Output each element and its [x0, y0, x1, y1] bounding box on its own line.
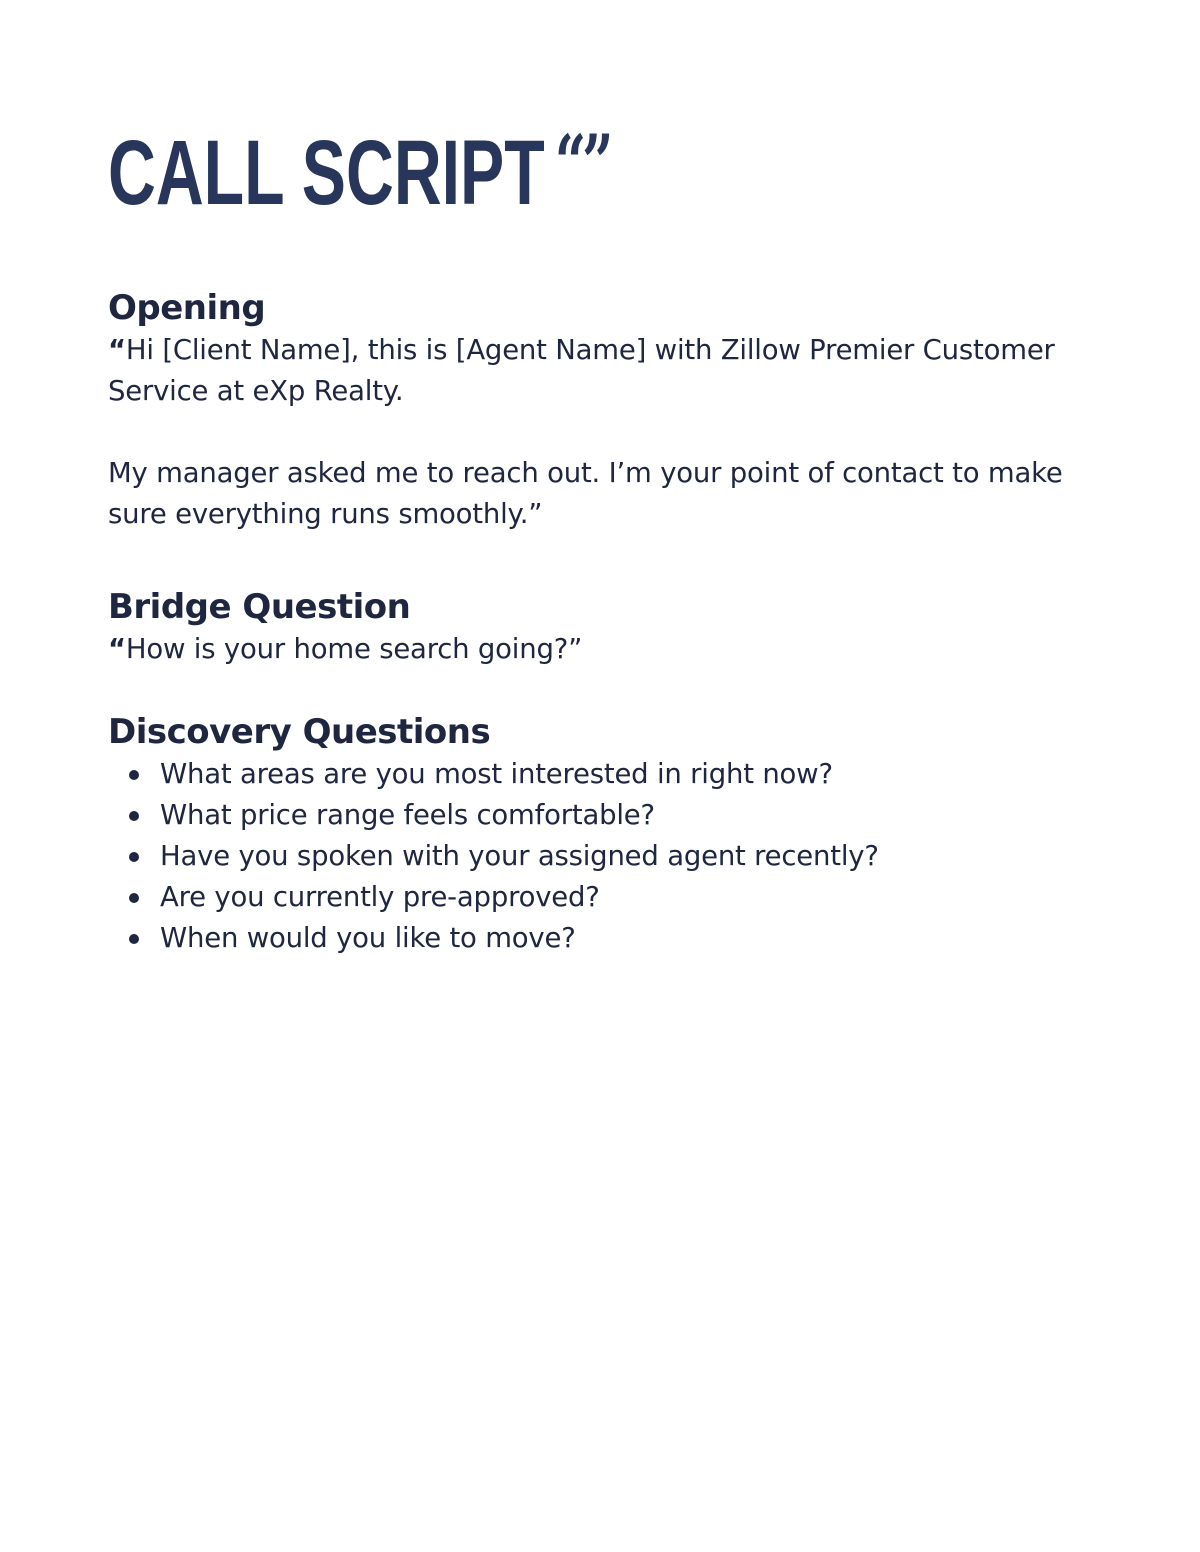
question-text: What areas are you most interested in right now? — [160, 758, 833, 790]
question-text: Have you spoken with your assigned agent recently? — [160, 840, 879, 872]
bridge-section — [108, 585, 1108, 670]
page-title — [108, 118, 609, 228]
opening-open-quote: “ — [108, 334, 126, 366]
bullet-icon — [129, 811, 139, 821]
discovery-heading: Discovery Questions — [108, 712, 491, 752]
opening-paragraph-1 — [108, 330, 1108, 412]
opening-section — [108, 286, 1108, 535]
bridge-heading: Bridge Question — [108, 587, 411, 627]
opening-text-1: Hi [Client Name], this is [Agent Name] with Zillow Premier Customer Service at eXp Realty. — [108, 334, 1055, 407]
list-item — [108, 754, 1108, 795]
list-item — [108, 836, 1108, 877]
list-item — [108, 877, 1108, 918]
question-text: When would you like to move? — [160, 922, 576, 954]
bullet-icon — [129, 934, 139, 944]
bullet-icon — [129, 770, 139, 780]
bridge-open-quote: “ — [108, 633, 126, 665]
discovery-section — [108, 710, 1108, 959]
title-text: CALL SCRIPT — [108, 122, 545, 224]
bridge-text: How is your home search going?” — [125, 633, 583, 665]
bridge-question — [108, 629, 1108, 670]
quote-icon: “” — [554, 118, 610, 207]
bullet-icon — [129, 893, 139, 903]
list-item — [108, 918, 1108, 959]
question-text: What price range feels comfortable? — [160, 799, 655, 831]
discovery-question-list — [108, 754, 1108, 959]
list-item — [108, 795, 1108, 836]
question-text: Are you currently pre-approved? — [160, 881, 600, 913]
opening-paragraph-2: My manager asked me to reach out. I’m your point of contact to make sure everything runs smoothly.” — [108, 457, 1063, 530]
bullet-icon — [129, 852, 139, 862]
opening-heading: Opening — [108, 288, 266, 328]
